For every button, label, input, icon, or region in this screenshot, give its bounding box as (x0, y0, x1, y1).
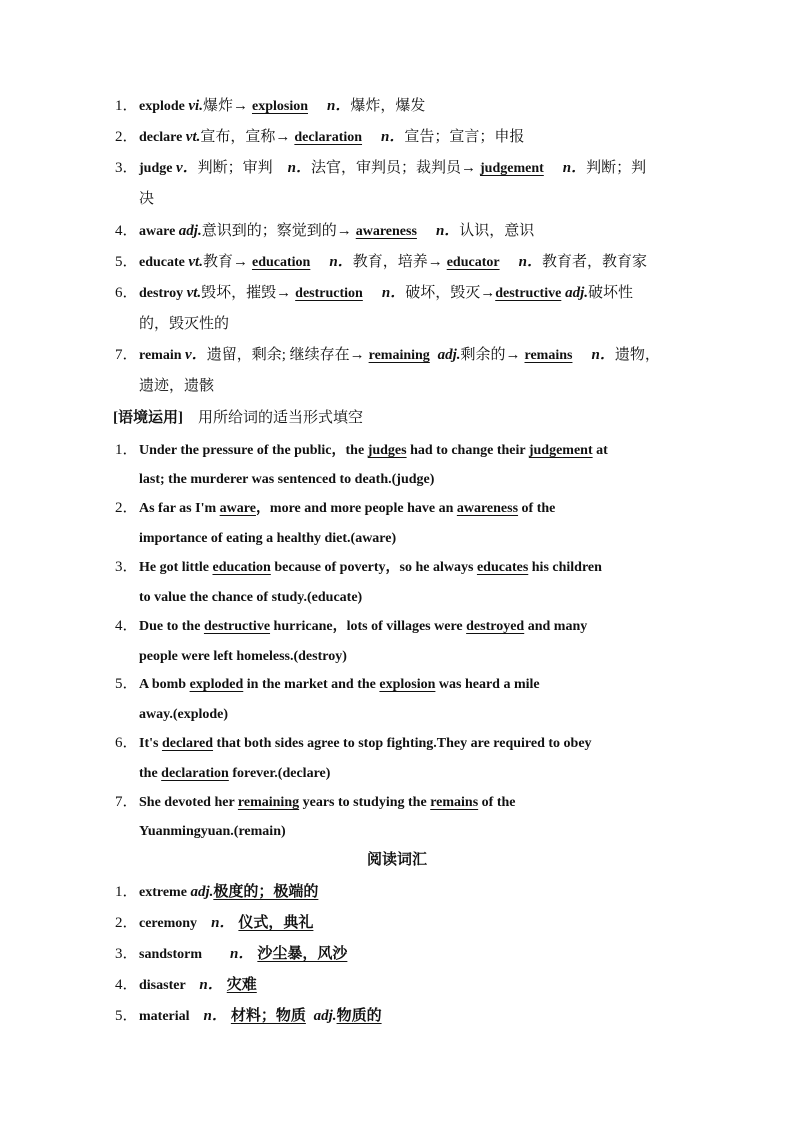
word-form-3: 3．judge v．判断；审判 n．法官，审判员；裁判员→ judgement n．判断；判 (115, 160, 647, 176)
answer-blank: remaining (237, 795, 300, 810)
sentence-3: 3．He got little education because of poverty，so he always educates his children (115, 559, 602, 575)
word-form-7-cont: 遗迹，遗骸 (139, 378, 215, 394)
word-form-3-cont: 决 (139, 191, 155, 207)
reading-word-2: 2．ceremony n． 仪式，典礼 (115, 910, 317, 936)
word-form-7: 7．remain v．遗留，剩余; 继续存在→ remaining adj.剩余的→ remains n．遗物， (115, 347, 660, 363)
answer-blank: remains (430, 795, 479, 810)
section-heading: [语境运用] 用所给词的适当形式填空 (113, 410, 364, 426)
word-form-2: 2．declare vt.宣布，宣称→ declaration n．宣告；宣言；申报 (115, 129, 525, 145)
answer-blank: declaration (161, 766, 229, 781)
answer-blank: educates (476, 560, 529, 575)
reading-vocab-title: 阅读词汇 (366, 852, 427, 868)
sentence-1: 1．Under the pressure of the public，the judges had to change their judgement at (115, 442, 608, 458)
answer-blank: awareness (456, 501, 519, 516)
answer-blank: 材料；物质 (230, 1008, 306, 1024)
answer-blank: judgement (528, 443, 593, 458)
sentence-5-cont: away.(explode) (139, 707, 229, 722)
sentence-2-cont: importance of eating a healthy diet.(aware) (139, 531, 397, 546)
answer-blank: destroyed (466, 619, 525, 634)
answer-blank: remaining (368, 348, 430, 363)
answer-blank: 仪式，典礼 (238, 915, 314, 931)
answer-blank: declared (161, 736, 214, 751)
sentence-4: 4．Due to the destructive hurricane，lots of villages were destroyed and many (115, 618, 588, 634)
answer-blank: 物质的 (336, 1008, 382, 1024)
word-form-5: 5．educate vt.教育→ education n．教育，培养→ educator n．教育者，教育家 (115, 254, 647, 270)
answer-blank: education (212, 560, 271, 575)
answer-blank: declaration (294, 130, 363, 145)
answer-blank: destruction (295, 286, 363, 301)
answer-blank: educator (446, 255, 500, 270)
reading-word-5: 5．material n． 材料；物质 adj.物质的 (115, 1008, 382, 1024)
answer-blank: awareness (355, 224, 417, 239)
answer-blank: destructive (495, 286, 562, 301)
answer-blank: destructive (203, 619, 271, 634)
sentence-2: 2．As far as I'm aware，more and more people have an awareness of the (115, 500, 556, 516)
answer-blank: explosion (379, 677, 436, 692)
reading-word-3: 3．sandstorm n． 沙尘暴，风沙 (115, 941, 351, 967)
word-form-6-cont: 的，毁灭性的 (139, 316, 230, 332)
word-form-6: 6．destroy vt.毁坏，摧毁→ destruction n．破坏，毁灭→destructive adj.破坏性 (115, 285, 633, 301)
answer-blank: education (251, 255, 311, 270)
word-form-1: 1．explode vi.爆炸→ explosion n．爆炸，爆发 (115, 98, 426, 114)
answer-blank: 灾难 (226, 977, 257, 993)
answer-blank: exploded (189, 677, 244, 692)
reading-word-1: 1．extreme adj.极度的；极端的 (115, 884, 319, 900)
sentence-6-cont: the declaration forever.(declare) (139, 766, 331, 781)
sentence-4-cont: people were left homeless.(destroy) (139, 649, 347, 664)
answer-blank: judgement (480, 161, 544, 176)
sentence-5: 5．A bomb exploded in the market and the explosion was heard a mile (115, 676, 540, 692)
sentence-7-cont: Yuanmingyuan.(remain) (139, 824, 286, 839)
sentence-6: 6．It's declared that both sides agree to stop fighting.They are required to obey (115, 735, 592, 751)
sentence-1-cont: last; the murderer was sentenced to death.(judge) (139, 472, 435, 487)
answer-blank: remains (524, 348, 573, 363)
answer-blank: judges (367, 443, 407, 458)
answer-blank: explosion (251, 99, 308, 114)
word-form-4: 4．aware adj.意识到的；察觉到的→ awareness n．认识，意识 (115, 223, 535, 239)
reading-word-4: 4．disaster n． 灾难 (115, 972, 261, 998)
answer-blank: aware (219, 501, 256, 516)
sentence-3-cont: to value the chance of study.(educate) (139, 590, 363, 605)
answer-blank: 沙尘暴，风沙 (257, 946, 348, 962)
sentence-7: 7．She devoted her remaining years to studying the remains of the (115, 794, 516, 810)
answer-blank: 极度的；极端的 (213, 884, 319, 900)
